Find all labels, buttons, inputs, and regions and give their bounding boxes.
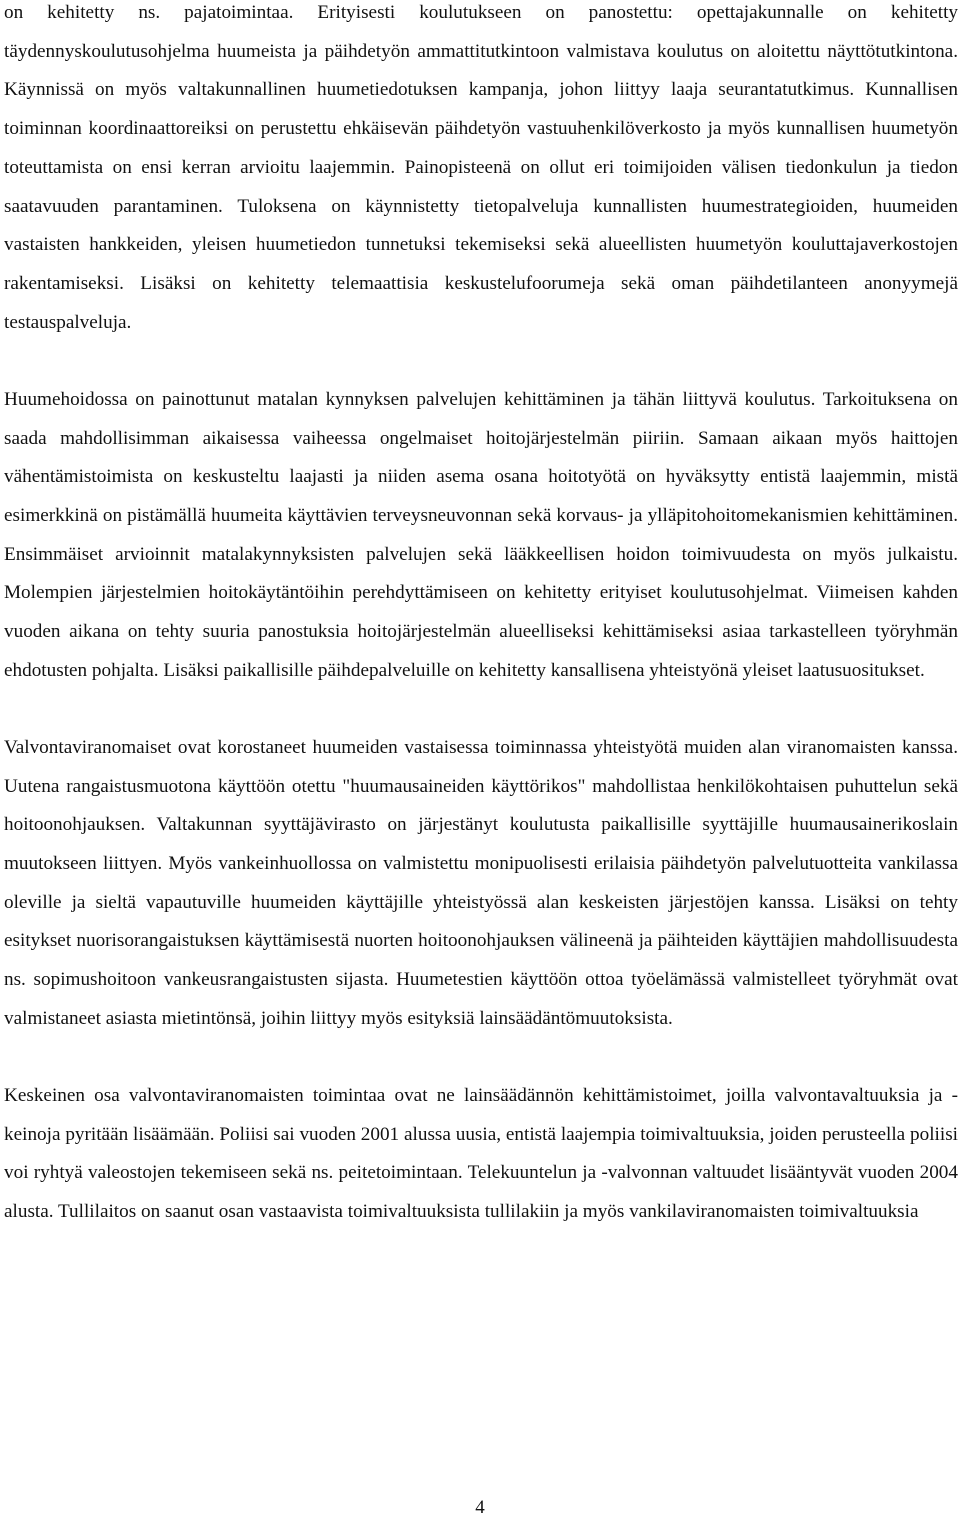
paragraph-3: Valvontaviranomaiset ovat korostaneet huumeiden vastaisessa toiminnassa yhteistyötä muiden alan viranomaisten kanssa. Uutena rangaistusmuotona käyttöön otettu "huumausaineiden käyttörikos" mahdollistaa henkilökohtaisen puhuttelun sekä hoitoonohjauksen. Valtakunnan syyttäjävirasto on järjestänyt koulutusta paikallisille syyttäjille huumausainerikoslain muutokseen liittyen. Myös vankeinhuollossa on valmistettu monipuolisesti erilaisia päihdetyön palvelutuotteita vankilassa oleville ja sieltä vapautuville huumeiden käyttäjille yhteistyössä alan keskeisten järjestöjen kanssa. Lisäksi on tehty esitykset nuorisorangaistuksen käyttämisestä nuorten hoitoonohjauksen välineenä ja päihteiden käyttäjien mahdollisuudesta ns. sopimushoitoon vankeusrangaistusten sijasta. Huumetestien käyttöön ottoa työelämässä valmistelleet työryhmät ovat valmistaneet asiasta mietintönsä, joihin liittyy myös esityksiä lainsäädäntömuutoksista.: [4, 736, 958, 1029]
paragraph-4: Keskeinen osa valvontaviranomaisten toimintaa ovat ne lainsäädännön kehittämistoimet, joilla valvontavaltuuksia ja -keinoja pyritään lisäämään. Poliisi sai vuoden 2001 alussa uusia, entistä laajempia toimivaltuuksia, joiden perusteella poliisi voi ryhtyä valeostojen tekemiseen sekä ns. peitetoimintaan. Telekuuntelun ja -valvonnan valtuudet lisääntyvät vuoden 2004 alusta. Tullilaitos on saanut osan vastaavista toimivaltuuksista tullilakiin ja myös vankilaviranomaisten toimivaltuuksia: [4, 1085, 958, 1223]
paragraph-2: Huumehoidossa on painottunut matalan kynnyksen palvelujen kehittäminen ja tähän liittyvä koulutus. Tarkoituksena on saada mahdollisimman aikaisessa vaiheessa ongelmaiset hoitojärjestelmän piiriin. Samaan aikaan myös haittojen vähentämistoimista on keskusteltu laajasti ja niiden asema osana hoitotyötä on hyväksytty entistä laajemmin, mistä esimerkkinä on pistämällä huumeita käyttävien terveysneuvonnan sekä korvaus- ja ylläpitohoitomekanismien kehittäminen. Ensimmäiset arvioinnit matalakynnyksisten palvelujen sekä lääkkeellisen hoidon toimivuudesta on myös julkaistu. Molempien järjestelmien hoitokäytäntöihin perehdyttämiseen on kehitetty erityiset koulutusohjelmat. Viimeisen kahden vuoden aikana on tehty suuria panostuksia hoitojärjestelmän alueelliseksi kehittämiseksi asiaa tarkastelleen työryhmän ehdotusten pohjalta. Lisäksi paikallisille päihdepalveluille on kehitetty kansallisena yhteistyönä yleiset laatusuositukset.: [4, 388, 958, 681]
page-number: 4: [475, 1497, 485, 1518]
document-page: [4, 0, 958, 1232]
paragraph-1: on kehitetty ns. pajatoimintaa. Erityisesti koulutukseen on panostettu: opettajakunnalle on kehitetty täydennyskoulutusohjelma huumeista ja päihdetyön ammattitutkintoon valmistava koulutus on aloitettu näyttötutkintona. Käynnissä on myös valtakunnallinen huumetiedotuksen kampanja, johon liittyy laaja seurantatutkimus. Kunnallisen toiminnan koordinaattoreiksi on perustettu ehkäisevän päihdetyön vastuuhenkilöverkosto ja myös kunnallisen huumetyön toteuttamista on ensi kerran arvioitu laajemmin. Painopisteenä on ollut eri toimijoiden välisen tiedonkulun ja tiedon saatavuuden parantaminen. Tuloksena on käynnistetty tietopalveluja kunnallisten huumestrategioiden, huumeiden vastaisten hankkeiden, yleisen huumetiedon tunnetuksi tekemiseksi sekä alueellisten huumetyön kouluttajaverkostojen rakentamiseksi. Lisäksi on kehitetty telemaattisia keskustelufoorumeja sekä oman päihdetilanteen anonyymejä testauspalveluja.: [4, 2, 958, 333]
